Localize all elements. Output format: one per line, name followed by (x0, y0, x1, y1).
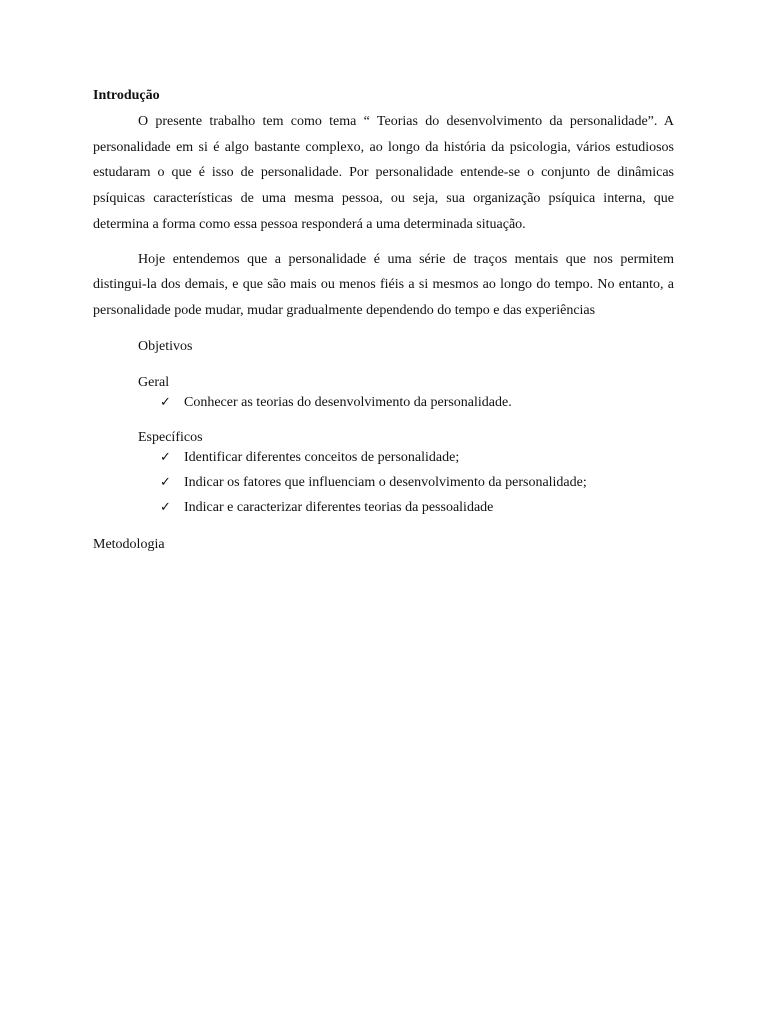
check-icon: ✓ (160, 474, 171, 490)
list-item (93, 473, 674, 493)
list-item-text: Indicar os fatores que influenciam o desenvolvimento da personalidade; (184, 474, 587, 490)
check-icon: ✓ (160, 449, 171, 465)
check-icon: ✓ (160, 499, 171, 515)
paragraph-intro: O presente trabalho tem como tema “ Teorias do desenvolvimento da personalidade”. A personalidade em si é algo bastante complexo, ao longo da história da psicologia, vários estudiosos estudaram o que é isso de personalidade. Por personalidade entende-se o conjunto de dinâmicas psíquicas características de uma mesma pessoa, ou seja, sua organização psíquica interna, que determina a forma como essa pessoa responderá a uma determinada situação. (93, 114, 674, 232)
check-icon: ✓ (160, 394, 171, 410)
list-item (93, 498, 674, 518)
list-item (93, 448, 674, 468)
geral-heading: Geral (138, 374, 170, 390)
especificos-heading: Específicos (138, 429, 203, 445)
especificos-list (93, 448, 674, 518)
section-heading-introducao: Introdução (93, 88, 160, 103)
geral-list (93, 393, 674, 413)
list-item-text: Conhecer as teorias do desenvolvimento da personalidade. (184, 394, 512, 410)
metodologia-heading: Metodologia (93, 536, 165, 552)
list-item-text: Indicar e caracterizar diferentes teorias da pessoalidade (184, 499, 494, 515)
list-item (93, 393, 674, 413)
document-page (93, 86, 674, 555)
list-item-text: Identificar diferentes conceitos de personalidade; (184, 449, 460, 465)
paragraph-personality: Hoje entendemos que a personalidade é uma série de traços mentais que nos permitem distingui-la dos demais, e que são mais ou menos fiéis a si mesmos ao longo do tempo. No entanto, a personalidade pode mudar, mudar gradualmente dependendo do tempo e das experiências (93, 251, 674, 318)
objetivos-heading: Objetivos (138, 338, 193, 354)
